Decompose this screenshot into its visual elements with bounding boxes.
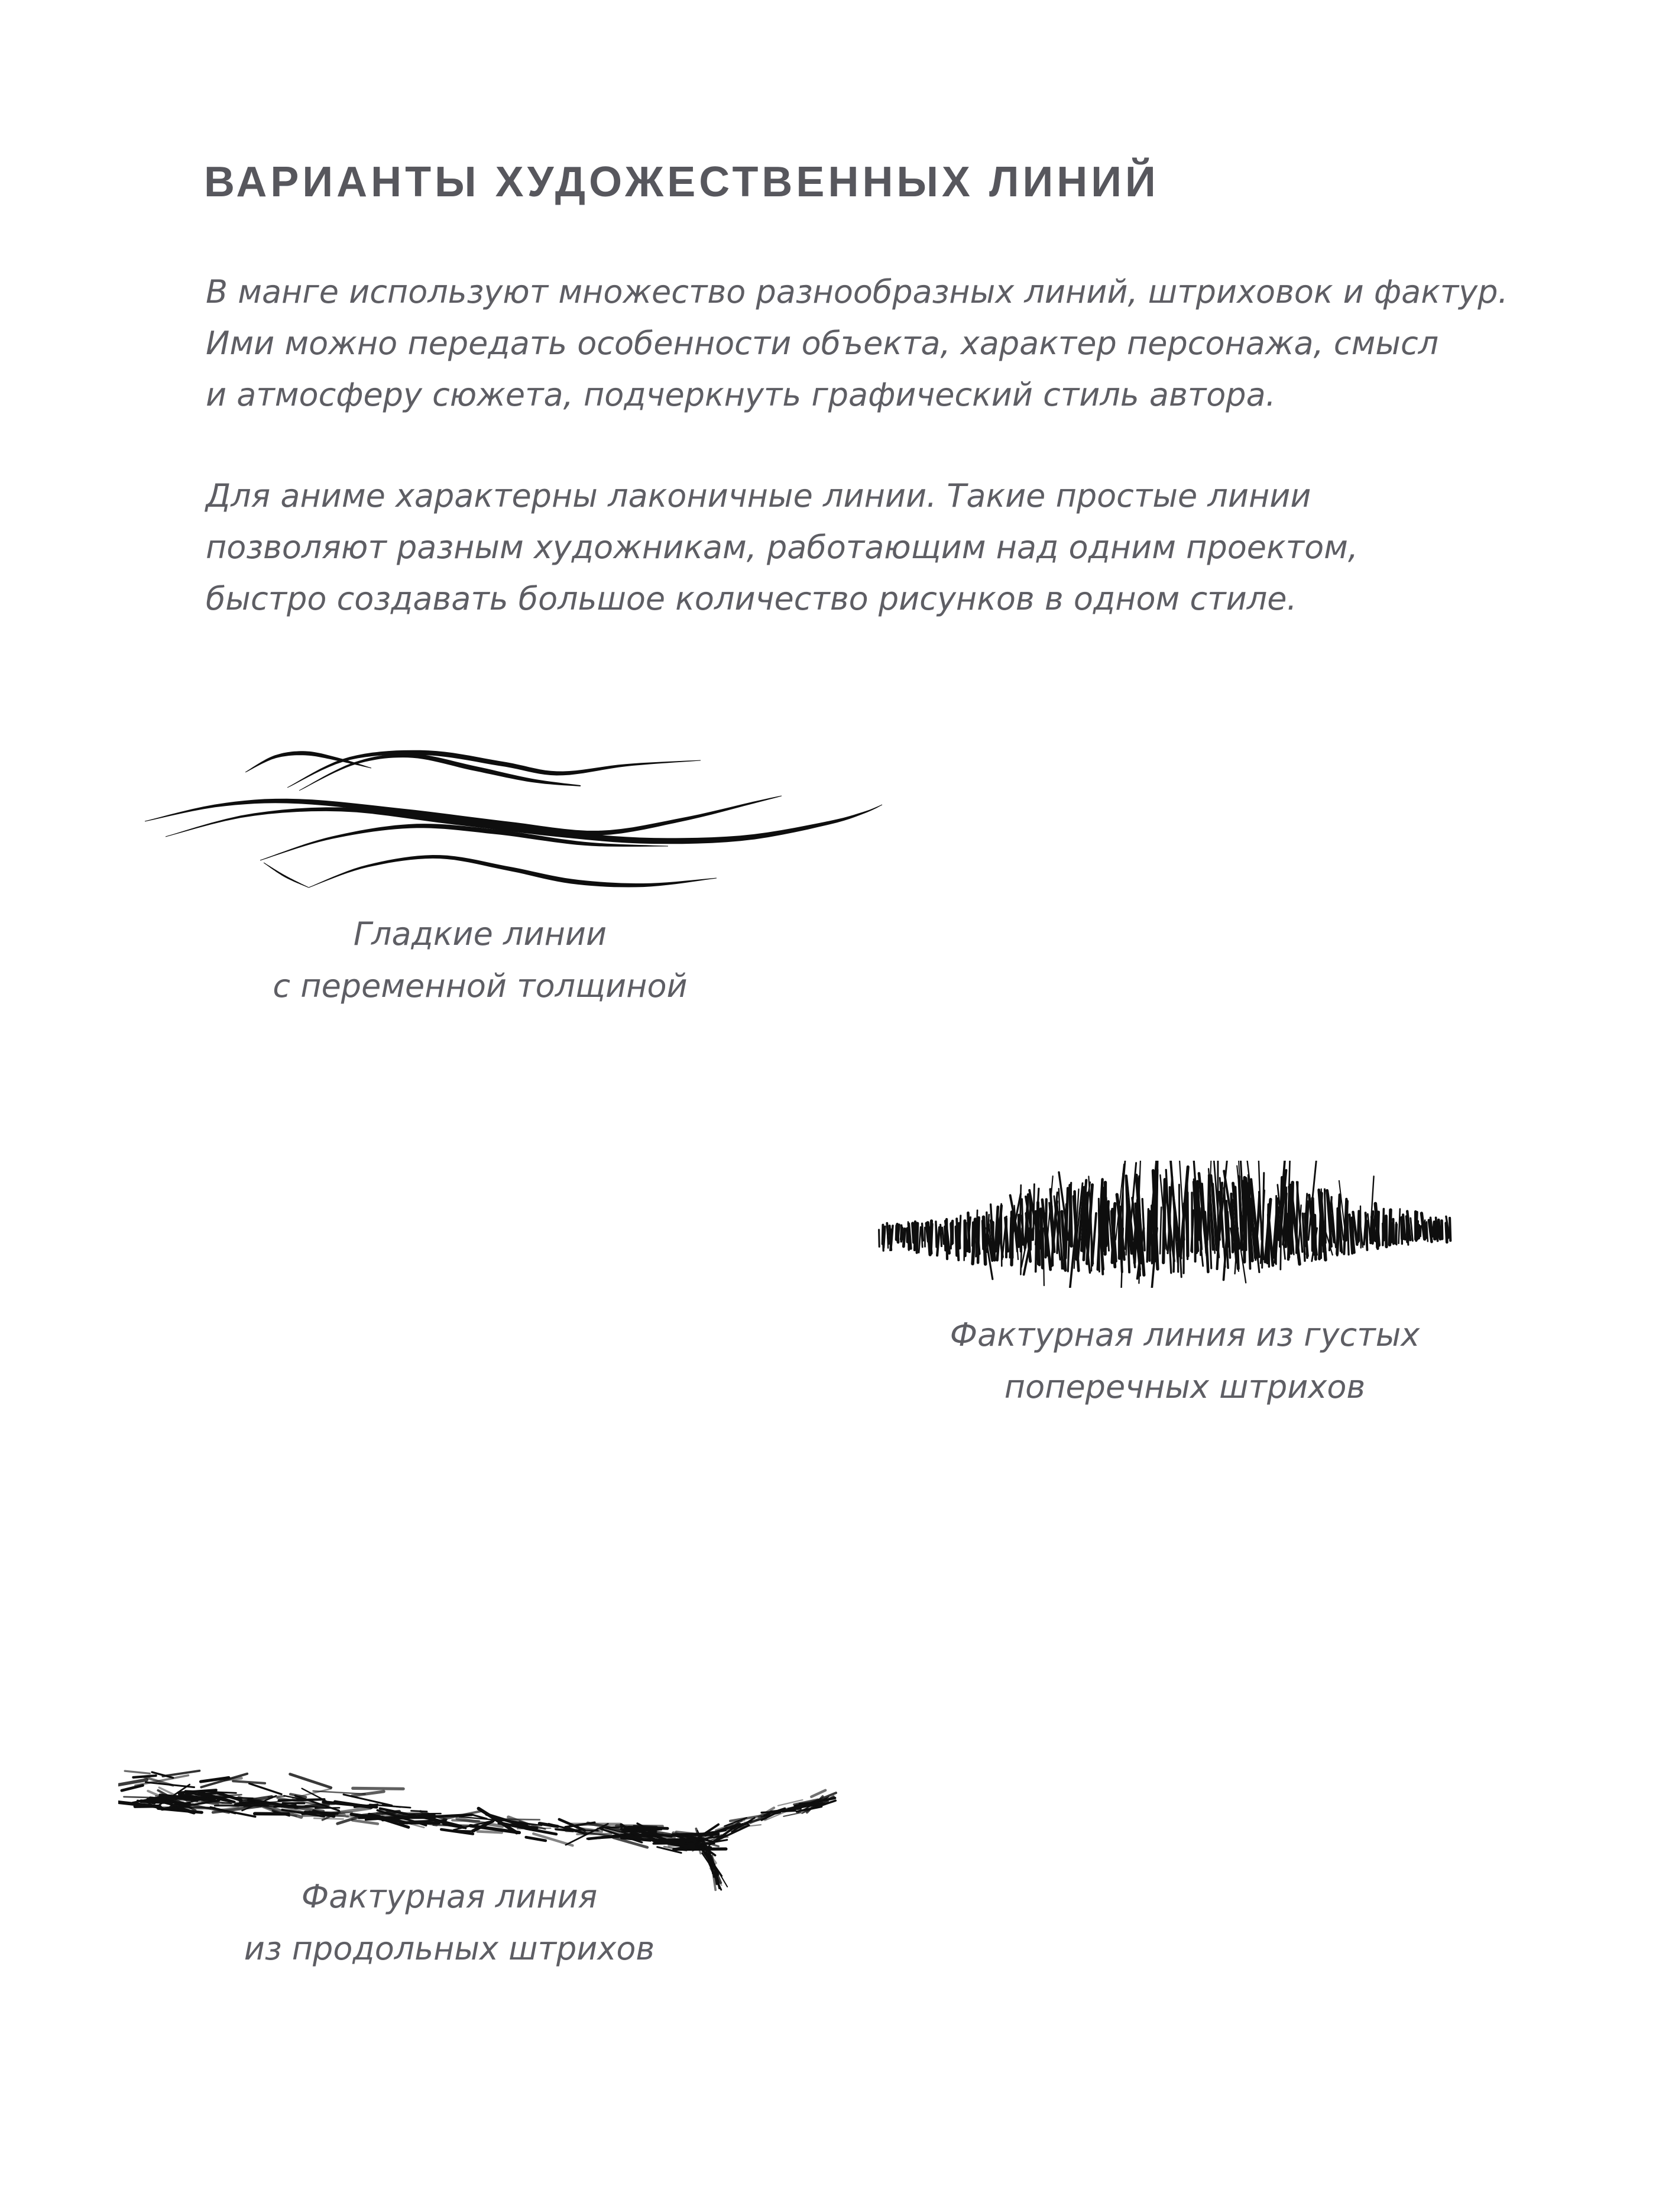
paragraph-line: быстро создавать большое количество рисунков в одном стиле. [206, 580, 1297, 617]
paragraph-line: Для аниме характерны лаконичные линии. Такие простые линии [206, 477, 1311, 514]
transverse-strokes-drawing [875, 1161, 1460, 1288]
paragraph-line: и атмосферу сюжета, подчеркнуть графический стиль автора. [206, 376, 1276, 413]
intro-paragraph-1 [206, 266, 1536, 420]
caption-line: поперечных штрихов [1004, 1368, 1366, 1405]
paragraph-line: позволяют разным художникам, работающим над одним проектом, [206, 529, 1359, 566]
page-title: ВАРИАНТЫ ХУДОЖЕСТВЕННЫХ ЛИНИЙ [204, 158, 1159, 206]
caption-line: Гладкие линии [353, 915, 607, 953]
transverse-strokes-illustration [875, 1161, 1460, 1288]
caption-longitudinal-strokes [154, 1871, 745, 1975]
intro-paragraph-2 [206, 470, 1536, 624]
caption-transverse-strokes [889, 1309, 1480, 1413]
caption-smooth-lines [184, 908, 776, 1012]
paragraph-line: В манге используют множество разнообразных линий, штриховок и фактур. [206, 273, 1508, 310]
caption-line: Фактурная линия [301, 1878, 598, 1915]
paragraph-line: Ими можно передать особенности объекта, характер персонажа, смысл [206, 325, 1439, 362]
caption-line: с переменной толщиной [273, 967, 688, 1005]
smooth-lines-drawing [118, 744, 887, 898]
smooth-lines-illustration [118, 744, 887, 898]
caption-line: из продольных штрихов [244, 1930, 655, 1967]
caption-line: Фактурная линия из густых [950, 1316, 1420, 1353]
